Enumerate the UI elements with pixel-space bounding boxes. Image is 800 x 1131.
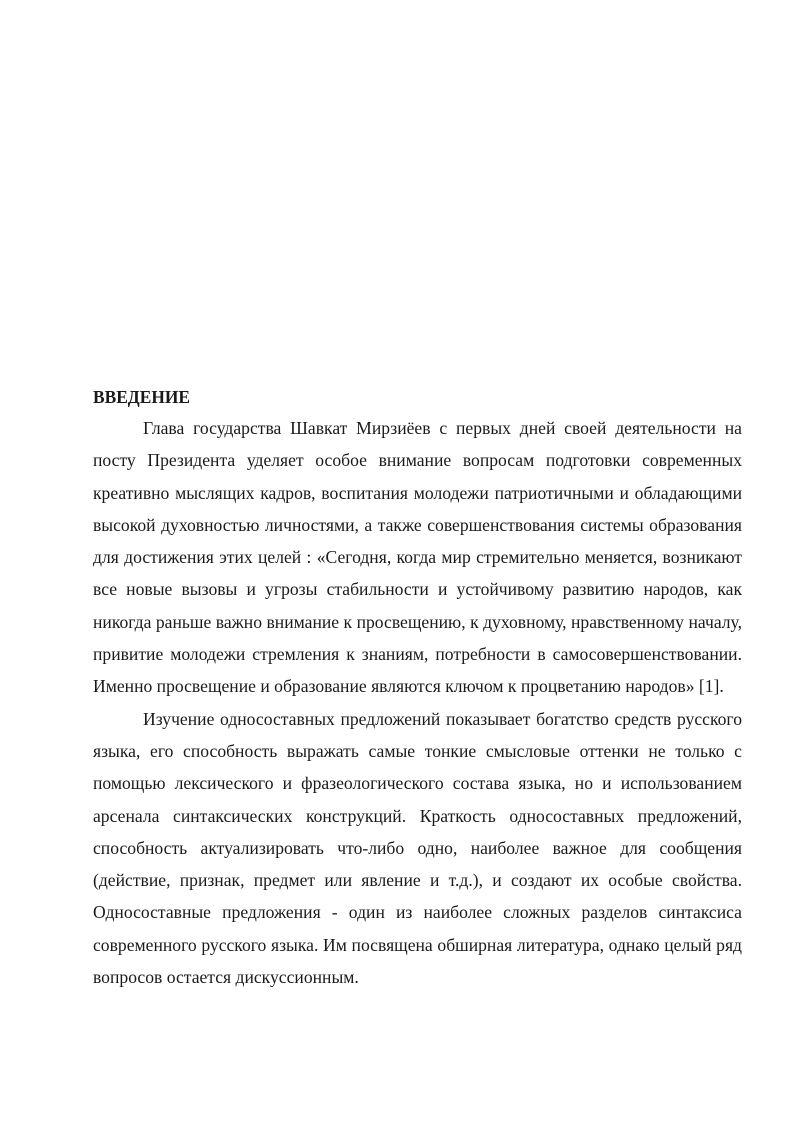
section-heading: ВВЕДЕНИЕ [93,387,191,407]
document-body [93,383,742,993]
paragraph: Изучение односоставных предложений показывает богатство средств русского языка, его способность выражать самые тонкие смысловые оттенки не только с помощью лексического и фразеологического состава языка, но и использованием арсенала синтаксических конструкций. Краткость односоставных предложений, способность актуализировать что-либо одно, наиболее важное для сообщения (действие, признак, предмет или явление и т.д.), и создают их особые свойства. Односоставные предложения - один из наиболее сложных разделов синтаксиса современного русского языка. Им посвящена обширная литература, однако целый ряд вопросов остается дискуссионным. [93,708,742,988]
paragraph: Глава государства Шавкат Мирзиёев с первых дней своей деятельности на посту Президента уделяет особое внимание вопросам подготовки современных креативно мыслящих кадров, воспитания молодежи патриотичными и обладающими высокой духовностью личностями, а также совершенствования системы образования для достижения этих целей : «Сегодня, когда мир стремительно меняется, возникают все новые вызовы и угрозы стабильности и устойчивому развитию народов, как никогда раньше важно внимание к просвещению, к духовному, нравственному началу, привитие молодежи стремления к знаниям, потребности в самосовершенствовании. Именно просвещение и образование являются ключом к процветанию народов» [1]. [93,418,742,697]
